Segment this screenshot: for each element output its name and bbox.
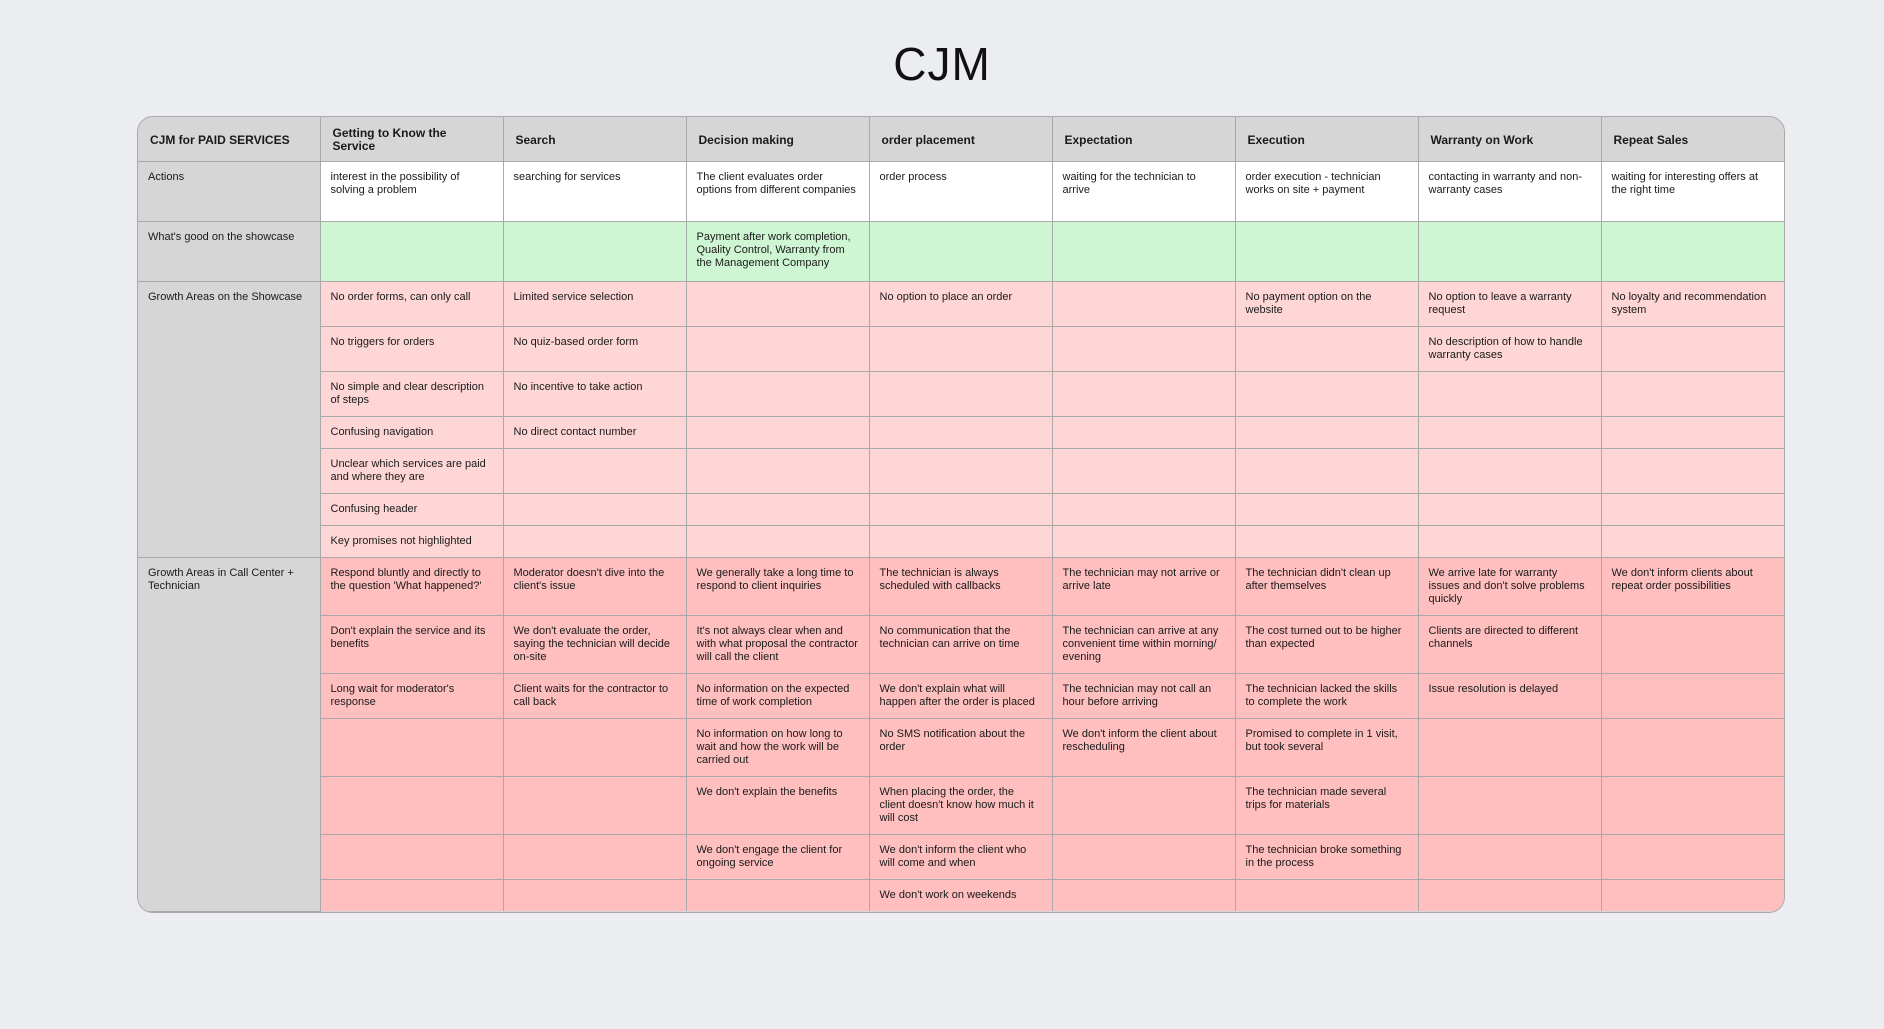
showcase-cell: No option to place an order xyxy=(869,282,1052,327)
callcenter-cell xyxy=(1052,835,1235,880)
callcenter-cell: Moderator doesn't dive into the client's issue xyxy=(503,558,686,616)
stage-header: Expectation xyxy=(1052,117,1235,162)
showcase-cell xyxy=(1052,417,1235,449)
showcase-cell xyxy=(1418,526,1601,558)
showcase-cell xyxy=(503,526,686,558)
callcenter-cell xyxy=(1418,880,1601,912)
callcenter-cell xyxy=(686,880,869,912)
showcase-cell xyxy=(1418,494,1601,526)
callcenter-row xyxy=(138,777,1784,835)
showcase-cell xyxy=(869,417,1052,449)
callcenter-row xyxy=(138,880,1784,912)
stage-header: Search xyxy=(503,117,686,162)
good-cell xyxy=(503,222,686,282)
action-cell: waiting for the technician to arrive xyxy=(1052,162,1235,222)
cjm-table xyxy=(137,116,1785,913)
row-label-good: What's good on the showcase xyxy=(138,222,320,282)
callcenter-cell xyxy=(1418,835,1601,880)
callcenter-row xyxy=(138,719,1784,777)
showcase-cell xyxy=(1235,449,1418,494)
showcase-row xyxy=(138,526,1784,558)
callcenter-cell: It's not always clear when and with what proposal the contractor will call the client xyxy=(686,616,869,674)
showcase-row xyxy=(138,494,1784,526)
callcenter-cell xyxy=(503,777,686,835)
callcenter-cell xyxy=(320,880,503,912)
stage-header: Getting to Know the Service xyxy=(320,117,503,162)
callcenter-cell: The technician can arrive at any convenient time within morning/ evening xyxy=(1052,616,1235,674)
showcase-cell xyxy=(869,449,1052,494)
cjm-grid xyxy=(138,117,1784,912)
corner-header: CJM for PAID SERVICES xyxy=(138,117,320,162)
header-row xyxy=(138,117,1784,162)
showcase-cell xyxy=(686,526,869,558)
showcase-row xyxy=(138,327,1784,372)
showcase-cell xyxy=(503,449,686,494)
showcase-cell xyxy=(686,417,869,449)
action-cell: order process xyxy=(869,162,1052,222)
showcase-row xyxy=(138,372,1784,417)
callcenter-cell: No information on how long to wait and how the work will be carried out xyxy=(686,719,869,777)
stage-header: Warranty on Work xyxy=(1418,117,1601,162)
callcenter-cell: We arrive late for warranty issues and don't solve problems quickly xyxy=(1418,558,1601,616)
showcase-cell xyxy=(1601,494,1784,526)
showcase-cell: No incentive to take action xyxy=(503,372,686,417)
callcenter-cell: The technician may not arrive or arrive late xyxy=(1052,558,1235,616)
callcenter-row xyxy=(138,616,1784,674)
action-cell: The client evaluates order options from different companies xyxy=(686,162,869,222)
showcase-cell xyxy=(1418,449,1601,494)
showcase-cell xyxy=(1052,449,1235,494)
callcenter-cell: We don't inform clients about repeat order possibilities xyxy=(1601,558,1784,616)
showcase-cell xyxy=(1052,282,1235,327)
callcenter-cell xyxy=(1418,777,1601,835)
action-cell: order execution - technician works on site + payment xyxy=(1235,162,1418,222)
showcase-cell xyxy=(686,327,869,372)
good-cell xyxy=(1235,222,1418,282)
callcenter-cell: We generally take a long time to respond to client inquiries xyxy=(686,558,869,616)
showcase-row xyxy=(138,282,1784,327)
showcase-cell xyxy=(686,372,869,417)
showcase-cell: Unclear which services are paid and where they are xyxy=(320,449,503,494)
callcenter-cell xyxy=(1601,719,1784,777)
good-cell xyxy=(1601,222,1784,282)
showcase-cell xyxy=(869,372,1052,417)
showcase-cell: No triggers for orders xyxy=(320,327,503,372)
showcase-cell xyxy=(1601,372,1784,417)
callcenter-cell xyxy=(1601,616,1784,674)
callcenter-cell: No SMS notification about the order xyxy=(869,719,1052,777)
callcenter-cell xyxy=(1601,880,1784,912)
showcase-cell: Confusing navigation xyxy=(320,417,503,449)
showcase-cell: No order forms, can only call xyxy=(320,282,503,327)
stage-header: Decision making xyxy=(686,117,869,162)
callcenter-cell: We don't engage the client for ongoing service xyxy=(686,835,869,880)
callcenter-cell: Issue resolution is delayed xyxy=(1418,674,1601,719)
showcase-cell xyxy=(869,327,1052,372)
showcase-cell xyxy=(1601,526,1784,558)
showcase-cell: No simple and clear description of steps xyxy=(320,372,503,417)
callcenter-row xyxy=(138,674,1784,719)
callcenter-cell: The technician broke something in the process xyxy=(1235,835,1418,880)
callcenter-row xyxy=(138,558,1784,616)
showcase-cell: Key promises not highlighted xyxy=(320,526,503,558)
showcase-cell xyxy=(1052,526,1235,558)
callcenter-cell: The technician may not call an hour before arriving xyxy=(1052,674,1235,719)
callcenter-cell: Respond bluntly and directly to the question 'What happened?' xyxy=(320,558,503,616)
callcenter-cell: When placing the order, the client doesn't know how much it will cost xyxy=(869,777,1052,835)
showcase-cell: No quiz-based order form xyxy=(503,327,686,372)
actions-row xyxy=(138,162,1784,222)
callcenter-cell xyxy=(503,880,686,912)
callcenter-cell: We don't evaluate the order, saying the technician will decide on-site xyxy=(503,616,686,674)
showcase-cell xyxy=(1235,526,1418,558)
callcenter-cell: We don't inform the client about rescheduling xyxy=(1052,719,1235,777)
callcenter-cell xyxy=(320,777,503,835)
showcase-cell xyxy=(1235,372,1418,417)
callcenter-cell: Don't explain the service and its benefits xyxy=(320,616,503,674)
callcenter-cell: We don't work on weekends xyxy=(869,880,1052,912)
row-label-actions: Actions xyxy=(138,162,320,222)
showcase-cell: No payment option on the website xyxy=(1235,282,1418,327)
good-cell xyxy=(869,222,1052,282)
callcenter-cell xyxy=(1052,880,1235,912)
callcenter-cell: Client waits for the contractor to call back xyxy=(503,674,686,719)
callcenter-cell xyxy=(1601,835,1784,880)
showcase-cell xyxy=(1235,494,1418,526)
showcase-cell xyxy=(1052,372,1235,417)
showcase-row xyxy=(138,449,1784,494)
showcase-cell xyxy=(1235,417,1418,449)
callcenter-cell xyxy=(503,835,686,880)
callcenter-cell: The technician lacked the skills to complete the work xyxy=(1235,674,1418,719)
callcenter-cell: The cost turned out to be higher than expected xyxy=(1235,616,1418,674)
good-cell xyxy=(1418,222,1601,282)
showcase-cell xyxy=(503,494,686,526)
showcase-cell xyxy=(1601,417,1784,449)
action-cell: contacting in warranty and non-warranty cases xyxy=(1418,162,1601,222)
callcenter-cell xyxy=(1418,719,1601,777)
showcase-cell: Confusing header xyxy=(320,494,503,526)
good-cell xyxy=(1052,222,1235,282)
action-cell: interest in the possibility of solving a problem xyxy=(320,162,503,222)
callcenter-cell: We don't explain the benefits xyxy=(686,777,869,835)
callcenter-cell: Promised to complete in 1 visit, but took several xyxy=(1235,719,1418,777)
showcase-cell xyxy=(686,494,869,526)
row-label-callcenter: Growth Areas in Call Center + Technician xyxy=(138,558,320,912)
callcenter-cell: Long wait for moderator's response xyxy=(320,674,503,719)
showcase-cell xyxy=(1052,327,1235,372)
showcase-cell xyxy=(1601,327,1784,372)
stage-header: Repeat Sales xyxy=(1601,117,1784,162)
callcenter-cell xyxy=(1601,777,1784,835)
callcenter-cell xyxy=(1052,777,1235,835)
action-cell: searching for services xyxy=(503,162,686,222)
callcenter-cell: We don't inform the client who will come and when xyxy=(869,835,1052,880)
stage-header: Execution xyxy=(1235,117,1418,162)
showcase-cell xyxy=(1418,417,1601,449)
showcase-cell: No loyalty and recommendation system xyxy=(1601,282,1784,327)
showcase-cell xyxy=(1235,327,1418,372)
showcase-row xyxy=(138,417,1784,449)
showcase-cell xyxy=(869,494,1052,526)
callcenter-row xyxy=(138,835,1784,880)
showcase-cell xyxy=(686,449,869,494)
stage-header: order placement xyxy=(869,117,1052,162)
callcenter-cell: No communication that the technician can arrive on time xyxy=(869,616,1052,674)
showcase-cell: No description of how to handle warranty cases xyxy=(1418,327,1601,372)
page-title: CJM xyxy=(893,38,991,90)
showcase-cell: No direct contact number xyxy=(503,417,686,449)
good-cell xyxy=(320,222,503,282)
showcase-cell xyxy=(1601,449,1784,494)
callcenter-cell xyxy=(1601,674,1784,719)
showcase-cell xyxy=(1418,372,1601,417)
callcenter-cell: Clients are directed to different channels xyxy=(1418,616,1601,674)
callcenter-cell xyxy=(1235,880,1418,912)
callcenter-cell xyxy=(503,719,686,777)
row-label-showcase: Growth Areas on the Showcase xyxy=(138,282,320,558)
showcase-cell xyxy=(686,282,869,327)
showcase-cell xyxy=(869,526,1052,558)
callcenter-cell: The technician made several trips for materials xyxy=(1235,777,1418,835)
callcenter-cell: No information on the expected time of work completion xyxy=(686,674,869,719)
good-cell: Payment after work completion, Quality Control, Warranty from the Management Company xyxy=(686,222,869,282)
showcase-cell: Limited service selection xyxy=(503,282,686,327)
action-cell: waiting for interesting offers at the right time xyxy=(1601,162,1784,222)
callcenter-cell xyxy=(320,719,503,777)
showcase-cell xyxy=(1052,494,1235,526)
callcenter-cell xyxy=(320,835,503,880)
callcenter-cell: The technician is always scheduled with callbacks xyxy=(869,558,1052,616)
showcase-cell: No option to leave a warranty request xyxy=(1418,282,1601,327)
callcenter-cell: We don't explain what will happen after the order is placed xyxy=(869,674,1052,719)
good-row xyxy=(138,222,1784,282)
callcenter-cell: The technician didn't clean up after themselves xyxy=(1235,558,1418,616)
